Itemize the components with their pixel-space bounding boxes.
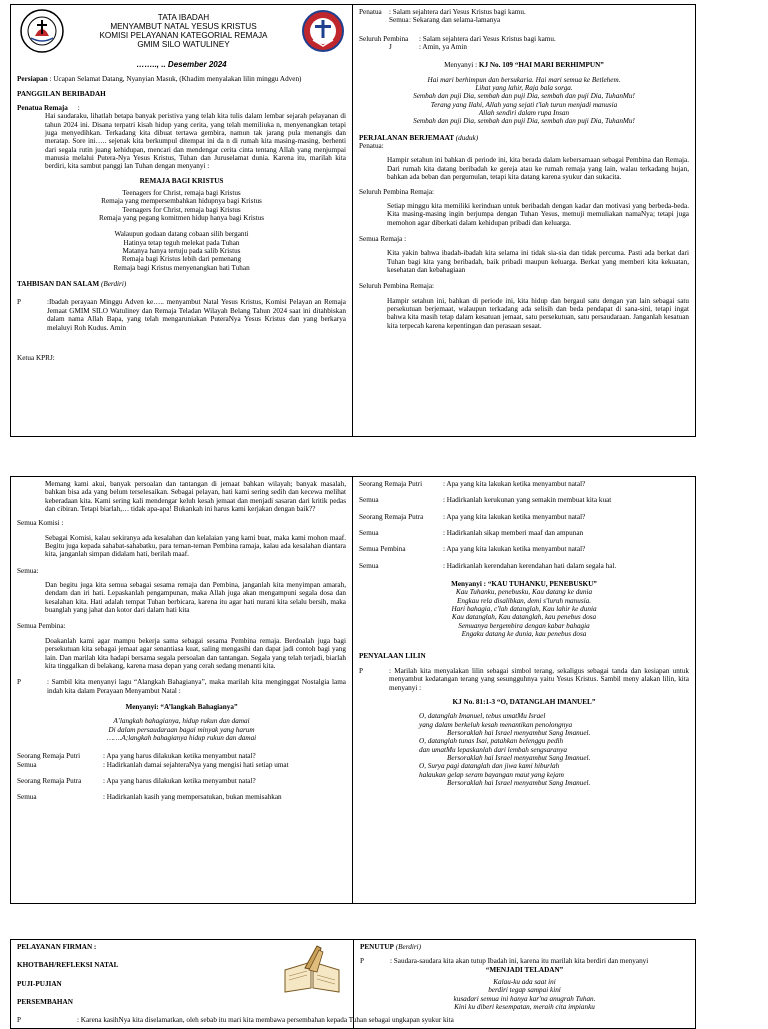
hymn-prefix: Menyanyi :: [451, 580, 488, 589]
line-text: : Apa yang kita lakukan ketika menyambut natal?: [443, 512, 586, 521]
song-verse: [17, 189, 346, 222]
song-title: REMAJA BAGI KRISTUS: [139, 176, 224, 185]
greeting-line: [359, 16, 689, 24]
song-line: Allah sendiri dalam rupa Insan: [478, 109, 570, 118]
song-verse: [17, 230, 346, 272]
leader-line: [360, 957, 689, 965]
line-text: : Hadirkanlah kerukunan yang semakin membuat kita kuat: [443, 496, 612, 505]
leader-text: : Marilah kita menyalakan lilin sebagai simbol terang, sekaligus sebagai tanda dan kesiapan untuk menyambut kedatangan terang yang sesungguhnya yaitu Yesus Kristus. Sambil meny alakan lilin, kita menyanyi :: [389, 666, 689, 692]
song-line: A’langkah bahagianya, hidup rukun dan damai: [113, 717, 250, 726]
consecration-line: [17, 298, 346, 331]
dialog-line: [359, 529, 689, 537]
order-of-service-page-2: [10, 476, 696, 904]
preparation-line: [17, 75, 346, 83]
hymn-lyrics: [359, 588, 689, 638]
title-line: MENYAMBUT NATAL YESUS KRISTUS: [110, 21, 257, 31]
order-of-service-page-1: [10, 4, 696, 437]
gmim-church-logo: [17, 8, 67, 54]
line-text: : Salam sejahtera dari Yesus Kristus bagi kamu.: [389, 8, 526, 16]
speaker-label: J: [389, 43, 392, 52]
song-line: Terang yang Ilahi, Allah yang sejati t'lah turun menjadi manusia: [430, 100, 618, 109]
offering-heading: PERSEMBAHAN: [17, 998, 73, 1007]
title-line: KOMISI PELAYANAN KATEGORIAL REMAJA: [99, 31, 268, 40]
speaker-label: Seluruh Pembina Remaja:: [359, 282, 435, 291]
reading-text: Hampir setahun ini bahkan di periode ini, kita berada dalam kebersamaan sebagai Pembina dan Remaja. Dari rumah kita datang beribadah ke gereja atau ke rumah remaja yang lain, walau terkadang hujan, bahkan ada beban dan pergumulan, tetapi kita datang karena syukur dan sukacita.: [387, 156, 689, 182]
service-date: …….., .. Desember 2024: [136, 60, 227, 69]
line-text: : Hadirkanlah sikap memberi maaf dan ampunan: [443, 529, 584, 538]
speaker-label: Semua Remaja :: [359, 234, 407, 243]
dialog-line: [359, 513, 689, 521]
line-text: : Apa yang harus dilakukan ketika menyambut natal?: [103, 752, 256, 761]
dialog-block: [17, 777, 346, 802]
hymn-heading: [17, 703, 346, 711]
posture-note: (duduk): [455, 133, 479, 142]
hymn-title: “MENJADI TELADAN”: [485, 965, 564, 974]
reading-text: Hampir setahun ini, bahkan di periode ini, kita hidup dan bergaul satu dengan yan lain sebagai satu persekutuan berjemaat, walaupun terkadang ada selisih dan beda pendapat di sana-sini, tetapi ingat bahwa kita masih tetap dalam kesatuan jemaat, satu persekutuan, satu persaudaraan. Janganlah kesatuan kita terpecah karena kepentingan dan perasaan sesaat.: [387, 296, 689, 330]
speaker-label: P: [17, 1016, 21, 1025]
leader-line: [359, 667, 689, 692]
speaker-label: Seorang Remaja Putra: [17, 776, 82, 785]
speaker-label: Seorang Remaja Putri: [17, 752, 81, 761]
reading-text: Kita yakin bahwa ibadah-ibadah kita selama ini tidak sia-sia dan tidak percuma. Pasti ada berkat dari Tuhan bagi kita yang beribadah, baik pribadi maupun keluarga. Berkat yang memberi kita kekuatan, kesehatan dan kebahagiaan: [387, 249, 689, 274]
speaker-label: Semua: [389, 16, 409, 25]
song-line: Remaja bagi Kristus lebih dari pemenang: [121, 255, 242, 264]
song-line: Di dalam persaudaraan bagai minyak yang harum: [108, 725, 255, 734]
hymn-lyrics: [359, 76, 689, 126]
closing-heading: [360, 943, 689, 951]
speaker-label: Semua: [359, 496, 379, 505]
dialog-line: [17, 752, 346, 760]
hymn-title: KJ No. 109 “HAI MARI BERHIMPUN”: [478, 61, 604, 70]
speaker-label: Semua: [17, 760, 37, 769]
song-line: Bersoraklah hai Israel menyambut Sang Imanuel.: [447, 728, 591, 737]
leader-line: [17, 1016, 454, 1025]
committee-chair-label: Ketua KPRJ:: [17, 353, 55, 362]
hymn-title: “A’langkah Bahagianya”: [160, 702, 238, 711]
song-line: Lihat yang lahir, Raja bala sorga.: [475, 84, 573, 93]
song-line: Kau datanglah, Kau datanglah, kau penebus dosa: [451, 613, 597, 622]
hymn-lyrics: [359, 712, 689, 787]
song-line: Hatinya tetap teguh melekat pada Tuhan: [123, 238, 240, 247]
posture-note: (Berdiri): [395, 943, 422, 951]
dialog-line: [359, 480, 689, 488]
sermon-heading: KHOTBAH/REFLEKSI NATAL: [17, 961, 119, 970]
line-text: : Apa yang harus dilakukan ketika menyambut natal?: [103, 776, 256, 785]
song-line: Remaja yang pegang komitmen hidup hanya bagi Kristus: [98, 214, 265, 223]
song-line: dan umatMu lepaskanlah dari lembah sengsaranya: [419, 745, 567, 754]
song-line: Hari bahagia, c'lah datanglah, Kau lahir ke dunia: [451, 605, 597, 614]
speaker-label: Penatua:: [359, 142, 384, 151]
song-line: Sembah dan puji Dia, sembah dan puji Dia, sembah dan puji Dia, TuhanMu!: [413, 92, 635, 101]
dialog-line: [359, 496, 689, 504]
greeting-line: [359, 8, 689, 16]
heading-text: PENUTUP: [360, 943, 394, 951]
call-to-worship-heading: PANGGILAN BERIBADAH: [17, 89, 106, 98]
candle-lighting-heading: PENYALAAN LILIN: [359, 652, 426, 661]
consecration-text: :Ibadah perayaan Minggu Adven ke….. menyambut Natal Yesus Kristus, Komisi Pelayan an Remaja Jemaat GMIM SILO Watuliney dan Remaja Teladan Wilayah Belang Tahun 2024 saat ini ditahbiskan dalam nama Allah Bapa, yang telah mengaruniakan PuteraNya Yesus Kristus dan yang berkarya melaluyi Roh Kudus. Amin: [47, 298, 346, 332]
praying-hands-bible-icon: [281, 944, 343, 996]
speaker-label: Semua Pembina:: [17, 622, 66, 631]
song-line: Engkau rela disalibkan, demi s'luruh manusia.: [456, 596, 592, 605]
dialog-line: [17, 793, 346, 801]
hymn-prefix: Menyanyi :: [444, 61, 479, 70]
reading-text: Dan begitu juga kita semua sebagai sesama remaja dan Pembina, janganlah kita menyimpan amarah, dendam dan iri hati. Lepaskanlah pengampunan, maka Allah juga akan mengampuni segala dosa dan kesalahan kita. Hati adalah tempat Tuhan berbicara, karena itu agar hati nurani kita selalu bersih, maka buanglah yang jahat dan kotor dari dalam hati kita: [45, 581, 346, 615]
speaker-label: P: [360, 957, 364, 966]
speaker-label: Semua:: [17, 566, 39, 575]
greeting-line: [359, 43, 689, 51]
line-text: : Salam sejahtera dari Yesus Kristus bagi kamu.: [419, 34, 556, 43]
song-line: Remaja yang mempersembahkan hidupnya bagi Kristus: [101, 197, 262, 206]
line-text: : Sekarang dan selama-lamanya: [409, 16, 501, 25]
page2-right-column: [353, 477, 695, 903]
song-line: Kalau-ku ada saat ini: [493, 978, 556, 987]
call-to-worship-text: Hai saudaraku, lihatlah betapa banyak peristiva yang telah kita tulis dalam lembar sejarah pelayanan di tahun 2024 ini. Disana terpatri kisah hidup yang cerita, yang telah memiliuka n, menyenangkan tetapi juga menyedihkan. Terkadang kita dibuat tertawa gembira, namun tak jarang pula menangis dan meratap. Sore ini….. sejenak kita berkumpul ditempat ini da n di rumah kita masing-masing, berhenti dari segala rutin juang kehidupan, mencari dan mendengar cerita cinta tentang Allah yang menjumpai manusia melalui Putera-Nya Yesus Kristus, Tuhan dan Juruselamat dunia. Karena itu, marilah kita berdiri, kita sambut panggi lan Tuhan dengan menyanyi :: [45, 112, 346, 171]
reading-text: Sebagai Komisi, kalau sekiranya ada kesalahan dan kelalaian yang kami buat, maka kami mohon maaf. Begitu juga kepada sahabat-sahabatku, para teman-teman Pembina ramaja, kalau ada kesalahan diantara kita, janganlah simpan didalam hati, berilah maaf.: [45, 533, 346, 559]
hymn-lyrics: [360, 978, 689, 1011]
song-line: Sembah dan puji Dia, sembah dan puji Dia, sembah dan puji Dia, TuhanMu!: [413, 117, 635, 126]
line-text: : Hadirkanlah kerendahan kerendahan hati dalam segala hal.: [443, 561, 617, 570]
line-text: : Amin, ya Amin: [419, 43, 467, 52]
song-line: Matanya hanya tertuju pada salib Kristus: [122, 247, 241, 256]
song-line: Semuanya bergembira dengan kabar bahagia: [458, 621, 590, 630]
youth-elder-label: [17, 104, 346, 112]
heading-text: PERJALANAN BERJEMAAT: [359, 133, 454, 142]
song-line: yang dalam berkeluh kesah menantikan penolongnya: [419, 720, 573, 729]
speaker-label: P: [17, 678, 21, 687]
song-line: Teenagers for Christ, remaja bagi Kristus: [122, 189, 241, 198]
preparation-text: : Ucapan Selamat Datang, Nyanyian Masuk, (Khadim menyalakan lilin minggu Adven): [49, 75, 302, 84]
hymn-title: KJ No. 81:1-3 “O, DATANGLAH IMANUEL”: [452, 697, 596, 706]
leader-text: : Sambil kita menyanyi lagu “Alangkah Bahagianya”, maka marilah kita menginggat Nostalgia lama indah kita dalam Perayaan Menyambut Natal :: [47, 678, 346, 695]
hymn-heading: [359, 580, 689, 588]
reading-text: Doakanlah kami agar mampu bekerja sama sebagai sesama Pembina remaja. Berdoalah juga bagi persekutuan kita sebagai jemaat agar senantiasa kuat, saling mengasihi dan dapat jadi contoh bagi yang lain. Dan marilah kita hadapi bersama segala persoalan dan tantangan. Segala yang telah terjadi, biarlah kita tinggalkan di belakang, karena masa depan yang cerah sedang menanti kita.: [45, 636, 346, 670]
document-header: [17, 8, 346, 54]
song-line: Teenagers for Christ, remaja bagi Kristus: [122, 205, 241, 214]
speaker-label: Seluruh Pembina Remaja:: [359, 187, 435, 196]
dialog-line: [17, 777, 346, 785]
posture-note: (Berdiri): [100, 280, 127, 289]
leader-text: : Saudara-saudara kita akan tutup Ibadah ini, karena itu marilah kita berdiri dan menyanyi: [390, 957, 649, 966]
line-text: : Apa yang kita lakukan ketika menyambut natal?: [443, 545, 586, 554]
page1-right-column: [353, 5, 695, 436]
speaker-label: Penatua: [359, 8, 382, 16]
dialog-block: [359, 480, 689, 570]
leader-text: : Karena kasihNya kita diselamatkan, oleh sebab itu mari kita membawa persembahan kepada Tuhan sebagai ungkapan syukur kita: [77, 1016, 454, 1025]
youth-elder-name: Penatua Remaja: [17, 103, 68, 112]
dialog-line: [359, 545, 689, 553]
praise-heading: PUJI-PUJIAN: [17, 979, 62, 988]
song-line: Kini ku diberi kesempatan, meraih cita impianku: [454, 1003, 595, 1012]
song-line: halaukan gelap seram bayangan maut yang kejam: [419, 770, 564, 779]
song-line: Hai mari berhimpun dan bersukaria. Hai mari semua ke Betlehem.: [427, 75, 621, 84]
line-text: : Apa yang kita lakukan ketika menyambut natal?: [443, 480, 586, 488]
leader-line: [17, 678, 346, 695]
hymn-title: “KAU TUHANKU, PENEBUSKU”: [487, 580, 597, 589]
speaker-label: P: [17, 298, 21, 307]
greeting-line: [359, 35, 689, 43]
title-line: TATA IBADAH: [157, 12, 210, 22]
dialog-line: [17, 761, 346, 769]
order-of-service-page-3: [10, 939, 696, 1029]
title-line: GMIM SILO WATULINEY: [137, 40, 230, 50]
song-line: Kau Tuhanku, penebusku, Kau datang ke dunia: [455, 588, 593, 597]
speaker-label: Seluruh Pembina: [359, 34, 409, 43]
song-line: O, datanglah Imanuel, tebus umatMu Israel: [419, 712, 546, 721]
song-line: O, datanglah tunas Isai, patahkan belenggu pedih: [419, 737, 564, 746]
song-line: Bersoraklah hai Israel menyambut Sang Imanuel.: [447, 778, 591, 787]
speaker-label: Semua: [359, 529, 379, 538]
page2-left-column: [11, 477, 353, 903]
dialog-block: [17, 752, 346, 769]
line-text: : Hadirkanlah kasih yang mempersatukan, bukan memisahkan: [103, 793, 282, 802]
hymn-lyrics: [17, 717, 346, 742]
speaker-label: Semua Pembina: [359, 545, 406, 554]
document-title: [67, 13, 300, 50]
song-line: …….A;langkah bahagianya hidup rukun dan damai: [106, 733, 257, 742]
hymn-prefix: Menyanyi:: [125, 702, 161, 711]
song-line: Remaja bagi Kristus menyenangkan hati Tuhan: [113, 263, 250, 272]
page3-right-column: [354, 940, 695, 1028]
sermon-service-heading: PELAYANAN FIRMAN :: [17, 943, 97, 951]
line-text: : Hadirkanlah damai sejahteraNya yang mengisi hati setiap umat: [103, 760, 289, 769]
speaker-label: Semua Komisi :: [17, 519, 64, 528]
reading-text: Setiap minggu kita memiliki kerinduan untuk beribadah dengan kadar dan motivasi yang berbeda-beda. Kita masing-masing ingin berjumpa dengan Tuhan Yesus, memuji memuliakan namaNya; tetapi juga memohon agar diberkati dalam kehidupan pribadi dan keluarga.: [387, 201, 689, 227]
song-line: berdiri tegap sampai kini: [488, 986, 561, 995]
hymn-heading: [359, 61, 689, 69]
youth-commission-logo: [300, 8, 346, 54]
heading-text: TAHBISAN DAN SALAM: [17, 280, 100, 289]
dialog-line: [359, 562, 689, 570]
congregational-journey-heading: [359, 134, 689, 142]
consecration-heading: [17, 280, 346, 288]
speaker-label: Seorang Remaja Putri: [359, 480, 423, 488]
preparation-label: Persiapan: [17, 75, 48, 84]
colon: :: [77, 103, 80, 112]
speaker-label: P: [359, 666, 363, 675]
song-line: Engaku datang ke dunia, kau penebus dosa: [461, 630, 587, 639]
song-line: Walaupun godaan datang cobaan silih berganti: [114, 230, 249, 239]
song-line: Bersoraklah hai Israel menyambut Sang Imanuel.: [447, 753, 591, 762]
speaker-label: Seorang Remaja Putra: [359, 512, 424, 521]
reading-text: Memang kami akui, banyak persoalan dan tantangan di jemaat bahkan wilayah; banyak masalah, bahkan bisa ada yang belum terselesaikan. Sebagai pelayan, hati kami sering sedih dan kecewa melihat keberadaan kita. Kami sering kali mendengar keluh kesah jemaat dan menjadi sasaran dari kritik pedas dan cibiran. Tetapi biarlah,… tidak apa-apa! Bukankah ini harus kami kerjakan dengan baik??: [45, 480, 346, 514]
speaker-label: Semua: [17, 793, 37, 802]
page1-left-column: [11, 5, 353, 436]
song-line: O, Surya pagi datanglah dan jiwa kami hiburlah: [419, 762, 560, 771]
speaker-label: Semua: [359, 561, 379, 570]
song-line: kusadari semua ini hanya kar'na anugrah Tuhan.: [453, 994, 596, 1003]
